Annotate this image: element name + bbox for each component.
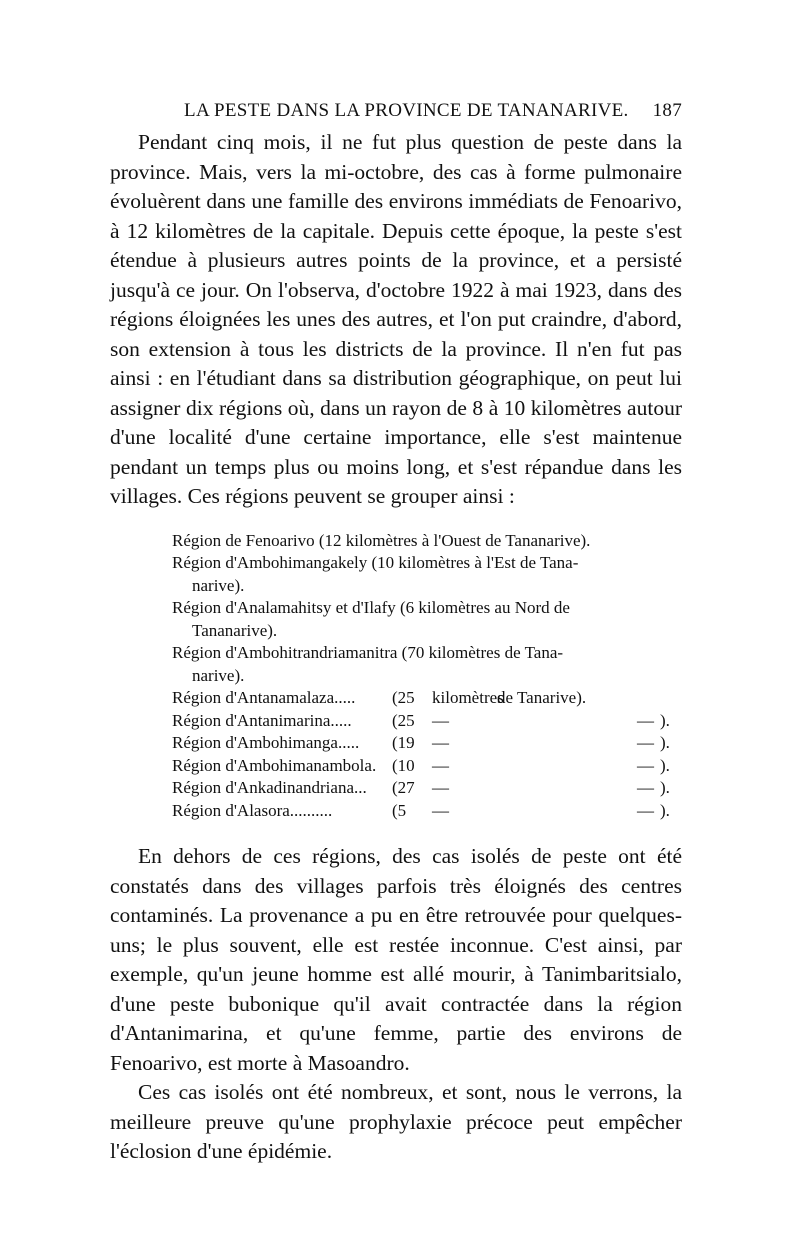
running-head [110,100,682,122]
ditto-mark: — [637,755,654,775]
closing-paren: ). [660,733,670,752]
region-item [172,530,682,553]
closing-paren: ). [660,710,670,730]
region-unit: kilomètres [432,688,504,707]
region-row [172,800,682,823]
region-distance: (25 [392,688,415,707]
paragraph-3: Ces cas isolés ont été nombreux, et sont, nous le verrons, la meilleure preuve qu'une prophylaxie précoce peut empêcher l'éclosion d'une épidémie. [110,1080,682,1163]
region-line: Région de Fenoarivo (12 kilomètres à l'Ouest de Tananarive). [172,530,591,550]
region-row [172,777,682,800]
region-row [172,732,682,755]
region-line: Région d'Ambohimangakely (10 kilomètres à l'Est de Tana- [172,553,579,572]
region-distance: (25 [392,710,415,730]
region-name: Région d'Ambohimanga..... [172,733,360,752]
region-distance: (27 [392,778,415,797]
region-name: Région d'Antanimarina..... [172,710,352,730]
region-name: Région d'Alasora.......... [172,800,333,820]
closing-paren: ). [660,778,670,797]
ditto-mark: — [637,800,654,820]
region-item [172,642,682,687]
ditto-mark: — [432,800,449,820]
region-name: Région d'Antanamalaza..... [172,688,356,707]
running-title: LA PESTE DANS LA PROVINCE DE TANANARIVE. [184,100,629,121]
region-line-continued: narive). [192,575,245,595]
region-line: Région d'Analamahitsy et d'Ilafy (6 kilomètres au Nord de [172,598,570,617]
region-destination: de Tanarive). [497,688,587,707]
paragraph-2: En dehors de ces régions, des cas isolés de peste ont été constatés dans des villages parfois très éloignés des centres contaminés. La provenance a pu en être retrouvée pour quelques-uns; le plus souvent, elle est restée inconnue. C'est ainsi, par exemple, qu'un jeune homme est allé mourir, à Tanimbaritsialo, d'une peste bubonique qu'il avait contractée dans la région d'Antanimarina, et qu'une femme, partie des environs de Fenoarivo, est morte à Masoandro. [110,844,682,1075]
closing-paren: ). [660,755,670,775]
paragraph-1: Pendant cinq mois, il ne fut plus question de peste dans la province. Mais, vers la mi-octobre, des cas à forme pulmonaire évoluèrent dans une famille des environs immédiats de Fenoarivo, à 12 kilomètres de la capitale. Depuis cette époque, la peste s'est étendue à plusieurs autres points de la province, et a persisté jusqu'à ce jour. On l'observa, d'octobre 1922 à mai 1923, dans des régions éloignées les unes des autres, et l'on put craindre, d'abord, son extension à tous les districts de la province. Il n'en fut pas ainsi : en l'étudiant dans sa distribution géographique, on peut lui assigner dix régions où, dans un rayon de 8 à 10 kilomètres autour d'une localité d'une certaine importance, elle s'est maintenue pendant un temps plus ou moins long, et s'est répandue dans les villages. Ces régions peuvent se grouper ainsi : [110,130,682,508]
region-name: Région d'Ambohimanambola. [172,755,377,775]
region-distance: (5 [392,800,407,820]
ditto-mark: — [637,778,654,797]
region-distance: (19 [392,733,415,752]
region-distance: (10 [392,755,415,775]
region-name: Région d'Ankadinandriana... [172,778,367,797]
page [110,100,682,1167]
region-row [172,755,682,778]
region-row [172,710,682,733]
ditto-mark: — [432,710,449,730]
ditto-mark: — [637,733,654,752]
closing-paren: ). [660,800,670,820]
region-line-continued: Tananarive). [192,620,278,640]
ditto-mark: — [637,710,654,730]
ditto-mark: — [432,778,449,797]
page-number: 187 [652,100,682,121]
region-line: Région d'Ambohitrandriamanitra (70 kilomètres de Tana- [172,643,564,662]
ditto-mark: — [432,755,449,775]
region-item [172,552,682,597]
region-line-continued: narive). [192,665,245,685]
region-item [172,597,682,642]
ditto-mark: — [432,733,449,752]
region-row [172,687,682,710]
regions-list [110,530,682,823]
